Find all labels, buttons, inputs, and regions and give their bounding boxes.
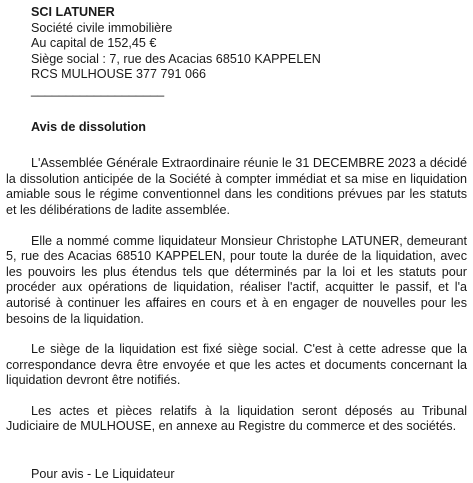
company-header bbox=[6, 5, 467, 99]
notice-title: Avis de dissolution bbox=[31, 119, 146, 134]
company-seat: Siège social : 7, rue des Acacias 68510 KAPPELEN bbox=[31, 51, 321, 66]
paragraph-dissolution: L'Assemblée Générale Extraordinaire réunie le 31 DECEMBRE 2023 a décidé la dissolution anticipée de la Société à compter immédiat et sa mise en liquidation amiable sous le régime conventionnel dans les conditions prévues par les statuts et les délibérations de ladite assemblée. bbox=[6, 156, 467, 217]
paragraph-filing: Les actes et pièces relatifs à la liquidation seront déposés au Tribunal Judiciaire de MULHOUSE, en annexe au Registre du commerce et des sociétés. bbox=[6, 403, 467, 434]
paragraph-liquidation-seat: Le siège de la liquidation est fixé siège social. C'est à cette adresse que la correspondance devra être envoyée et que les actes et documents concernant la liquidation devront être notifiés. bbox=[6, 342, 467, 388]
company-form: Société civile immobilière bbox=[31, 20, 173, 35]
signature: Pour avis - Le Liquidateur bbox=[31, 467, 175, 482]
paragraph-liquidator: Elle a nommé comme liquidateur Monsieur Christophe LATUNER, demeurant 5, rue des Acacias 68510 KAPPELEN, pour toute la durée de la liquidation, avec les pouvoirs les plus étendus tels que déterminés par la loi et les statuts pour procéder aux opérations de liquidation, réaliser l'actif, acquitter le passif, et l'a autorisé à continuer les affaires en cours et à en engager de nouvelles pour les besoins de la liquidation. bbox=[6, 233, 467, 326]
separator-rule: ___________________ bbox=[31, 82, 165, 97]
company-name: SCI LATUNER bbox=[31, 5, 115, 19]
company-rcs: RCS MULHOUSE 377 791 066 bbox=[31, 67, 206, 82]
company-capital: Au capital de 152,45 € bbox=[31, 36, 157, 51]
